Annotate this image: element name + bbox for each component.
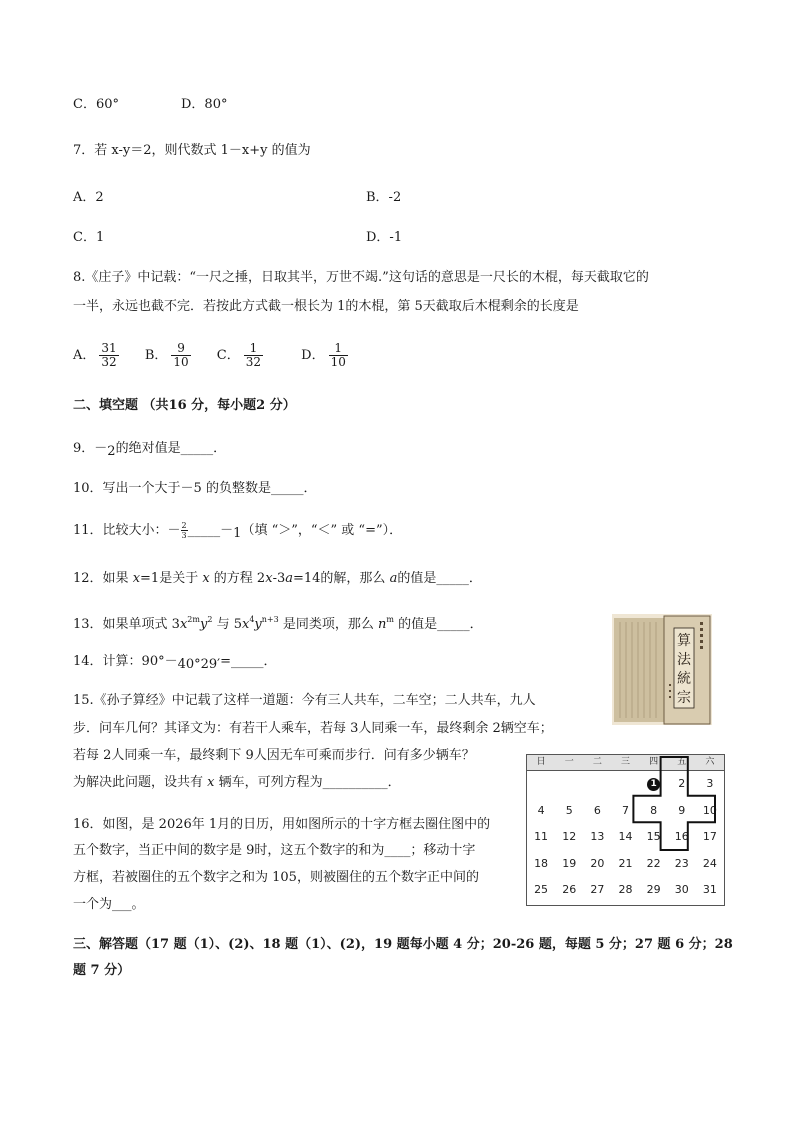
q7-option-d: D．-1 [366,230,403,245]
book-title-char-2: 法 [677,652,691,668]
q8-option-c-label: C． [216,348,240,363]
calendar-day-badge: 1 [647,778,660,791]
q8-options [73,341,352,371]
q8-option-c-fraction: $\frac{1}{32}$ [245,341,262,369]
q7-option-c: C．1 [73,230,105,245]
q7-option-b: B．-2 [366,190,402,205]
book-title-char-1: 算 [677,633,691,649]
weekday-tue: 二 [592,757,602,767]
calendar-day-3 [696,771,724,798]
calendar-day-number: 14 [618,830,633,843]
calendar-day-number: 30 [674,883,689,896]
q10: 10．写出一个大于－5 的负整数是_____． [73,481,317,496]
q8-line-1: 8.《庄子》中记载：“一尺之捶，日取其半，万世不竭.”这句话的意思是一尺长的木棍，每天截取它的 [73,270,649,285]
book-title-char-4: 宗 [677,690,691,706]
calendar-day-7 [611,798,639,825]
calendar-january-2026 [526,754,725,906]
calendar-day-4 [527,798,555,825]
calendar-day-number: 12 [562,830,577,843]
calendar-day-8 [640,798,668,825]
weekday-wed: 三 [620,757,630,767]
q15-line-2: 步．问车几何？其译文为：有若干人乘车，若每 3人同乘一车，最终剩余 2辆空车； [73,721,553,736]
calendar-day-number: 28 [618,883,633,896]
calendar-day-number: 3 [706,777,714,790]
calendar-day-9 [668,798,696,825]
calendar-weekday-header [527,755,724,771]
weekday-sun: 日 [536,757,546,767]
calendar-day-number: 16 [674,830,689,843]
q16-line-4: 一个为___。 [73,897,145,912]
calendar-day-number: 27 [590,883,605,896]
q8-option-d-fraction: $\frac{1}{10}$ [330,341,346,369]
section-3-heading-line-1: 三、解答题（17 题（1）、(2)、18 题（1）、(2)，19 题每小题 4 分；20-26 题，每题 5 分；27 题 6 分；28 [73,937,733,952]
calendar-day-29 [640,877,668,904]
q6-option-c: C．60° [73,97,119,112]
calendar-day-28 [611,877,639,904]
calendar-day-10 [696,798,724,825]
calendar-day-number: 5 [565,803,573,817]
calendar-day-number: 11 [534,830,549,843]
calendar-day-number: 13 [590,830,605,843]
section-2-heading: 二、填空题 （共16 分，每小题2 分） [73,398,296,413]
q11-fraction: $\frac{2}{3}$ [181,521,187,540]
q16-line-2: 五个数字，当正中间的数字是 9时，这五个数字的和为____；移动十字 [73,843,476,858]
q14: 14．计算：90°－40°29′=_____． [73,654,277,672]
weekday-mon: 一 [564,757,574,767]
calendar-day-1 [640,771,668,798]
calendar-day-16 [668,824,696,851]
calendar-week-row [527,771,724,798]
calendar-day-27 [583,877,611,904]
calendar-day-26 [555,877,583,904]
calendar-day-number: 18 [534,856,549,870]
weekday-sat: 六 [705,757,715,767]
calendar-week-row [527,851,724,878]
weekday-fri: 五 [677,757,687,767]
calendar-day-number: 10 [702,803,717,817]
calendar-week-row [527,798,724,825]
calendar-day-number: 9 [678,803,686,817]
calendar-week-row [527,877,724,904]
calendar-day-14 [611,824,639,851]
q8-option-b-fraction: $\frac{9}{10}$ [173,341,189,369]
calendar-day-22 [640,851,668,878]
section-3-heading-line-2: 题 7 分） [73,963,131,978]
calendar-day-number: 17 [702,830,717,843]
calendar-day-number: 22 [646,856,661,870]
calendar-empty-cell [583,771,611,798]
calendar-day-25 [527,877,555,904]
q8-line-2: 一半，永远也截不完．若按此方式截一根长为 1的木棍，第 5天截取后木棍剩余的长度是 [73,299,579,314]
calendar-day-21 [611,851,639,878]
calendar-day-number: 4 [537,803,545,817]
q16-line-1: 16．如图，是 2026年 1月的日历，用如图所示的十字方框去圈住图中的 [73,817,491,832]
suanfa-tongzong-book-image [612,614,712,725]
q8-option-a-fraction: $\frac{31}{32}$ [101,341,117,369]
calendar-week-row [527,824,724,851]
calendar-grid [527,771,724,904]
calendar-day-11 [527,824,555,851]
calendar-day-17 [696,824,724,851]
calendar-day-18 [527,851,555,878]
calendar-day-2 [668,771,696,798]
q12: 12．如果 x=1是关于 x 的方程 2x-3a=14的解，那么 a的值是_____． [73,571,482,586]
calendar-day-number: 6 [593,803,601,817]
q6-option-d: D．80° [181,97,228,112]
q15-line-3: 若每 2人同乘一车，最终剩下 9人因无车可乘而步行．问有多少辆车？ [73,748,475,763]
q7-stem: 7．若 x-y＝2，则代数式 1－x+y 的值为 [73,143,311,158]
calendar-day-number: 19 [562,856,577,870]
calendar-day-15 [640,824,668,851]
q15-line-1: 15.《孙子算经》中记载了这样一道题：今有三人共车，二车空；二人共车，九人 [73,693,536,708]
calendar-day-24 [696,851,724,878]
calendar-day-number: 7 [621,803,629,817]
calendar-day-12 [555,824,583,851]
calendar-day-number: 21 [618,856,633,870]
calendar-day-number: 26 [562,883,577,896]
calendar-day-number: 23 [674,856,689,870]
calendar-empty-cell [555,771,583,798]
calendar-day-number: 15 [646,830,661,843]
calendar-day-number: 31 [702,883,717,896]
calendar-empty-cell [527,771,555,798]
calendar-day-number: 29 [646,883,661,896]
q7-option-a: A．2 [73,190,104,205]
q8-option-b-label: B． [144,348,168,363]
calendar-day-31 [696,877,724,904]
calendar-day-20 [583,851,611,878]
q15-line-4: 为解决此问题，设共有 x 辆车，可列方程为__________． [73,775,401,790]
book-title-char-3: 統 [677,671,691,687]
calendar-day-13 [583,824,611,851]
calendar-day-23 [668,851,696,878]
q11: 11．比较大小：－ $\frac{2}{3}$ _____－1（填 “＞”，“＜” 或 “=”）． [73,521,403,541]
q16-line-3: 方框，若被圈住的五个数字之和为 105，则被圈住的五个数字正中间的 [73,870,479,885]
calendar-empty-cell [611,771,639,798]
q13: 13．如果单项式 $3x^{2m}y^2$ 与 $5x^4y^{n+3}$ 是同类项，那么 $n^m$ 的值是_____． [73,615,483,632]
q9: 9．－2的绝对值是_____． [73,441,227,459]
q8-option-a-label: A． [73,348,96,363]
calendar-day-6 [583,798,611,825]
q8-option-d-label: D． [301,348,325,363]
calendar-day-number: 25 [534,883,549,896]
weekday-thu: 四 [649,757,659,767]
calendar-day-number: 8 [650,803,658,817]
calendar-day-19 [555,851,583,878]
calendar-day-5 [555,798,583,825]
calendar-day-number: 20 [590,856,605,870]
calendar-day-number: 2 [678,777,686,790]
calendar-day-30 [668,877,696,904]
calendar-day-number: 24 [702,856,717,870]
